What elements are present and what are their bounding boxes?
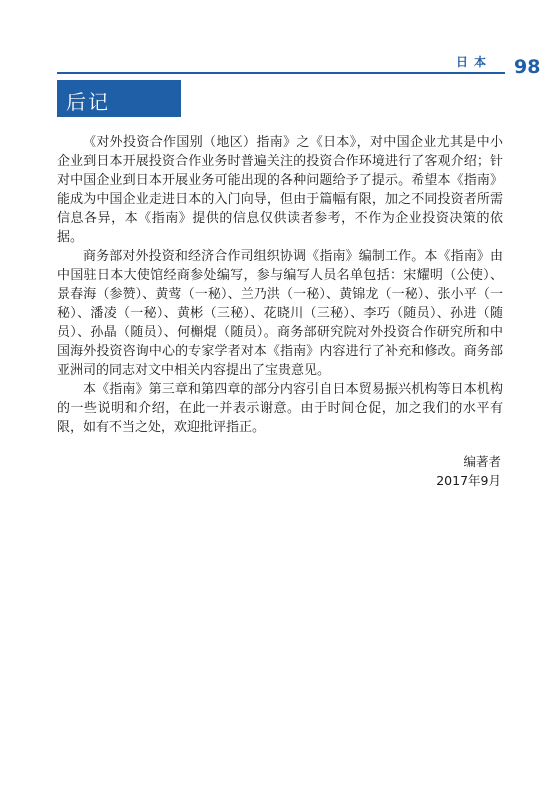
page-number: 98 [514,56,541,78]
header-country: 日本 [456,55,493,69]
paragraph-3: 本《指南》第三章和第四章的部分内容引自日本贸易振兴机构等日本机构的一些说明和介绍，在此一并表示谢意。由于时间仓促，加之我们的水平有限，如有不当之处，欢迎批评指正。 [57,382,503,435]
section-title: 后记 [66,90,110,114]
paragraph-1: 《对外投资合作国别（地区）指南》之《日本》，对中国企业尤其是中小企业到日本开展投资合作业务时普遍关注的投资合作环境进行了客观介绍；针对中国企业到日本开展业务可能出现的各种问题给予了提示。希望本《指南》能成为中国企业走进日本的入门向导，但由于篇幅有限，加之不同投资者所需信息各异，本《指南》提供的信息仅供读者参考，不作为企业投资决策的依据。 [57,135,503,245]
afterword-body [57,133,503,437]
header-rule [57,72,505,74]
paragraph-2: 商务部对外投资和经济合作司组织协调《指南》编制工作。本《指南》由中国驻日本大使馆经商参处编写，参与编写人员名单包括：宋耀明（公使）、景春海（参赞）、黄莺（一秘）、兰乃洪（一秘）、黄锦龙（一秘）、张小平（一秘）、潘凌（一秘）、黄彬（三秘）、花晓川（三秘）、李巧（随员）、孙进（随员）、孙晶（随员）、何槲焜（随员）。商务部研究院对外投资合作研究所和中国海外投资咨询中心的专家学者对本《指南》内容进行了补充和修改。商务部亚洲司的同志对文中相关内容提出了宝贵意见。 [57,249,503,378]
signature-date: 2017年9月 [436,473,501,488]
signature-author: 编著者 [463,454,501,469]
